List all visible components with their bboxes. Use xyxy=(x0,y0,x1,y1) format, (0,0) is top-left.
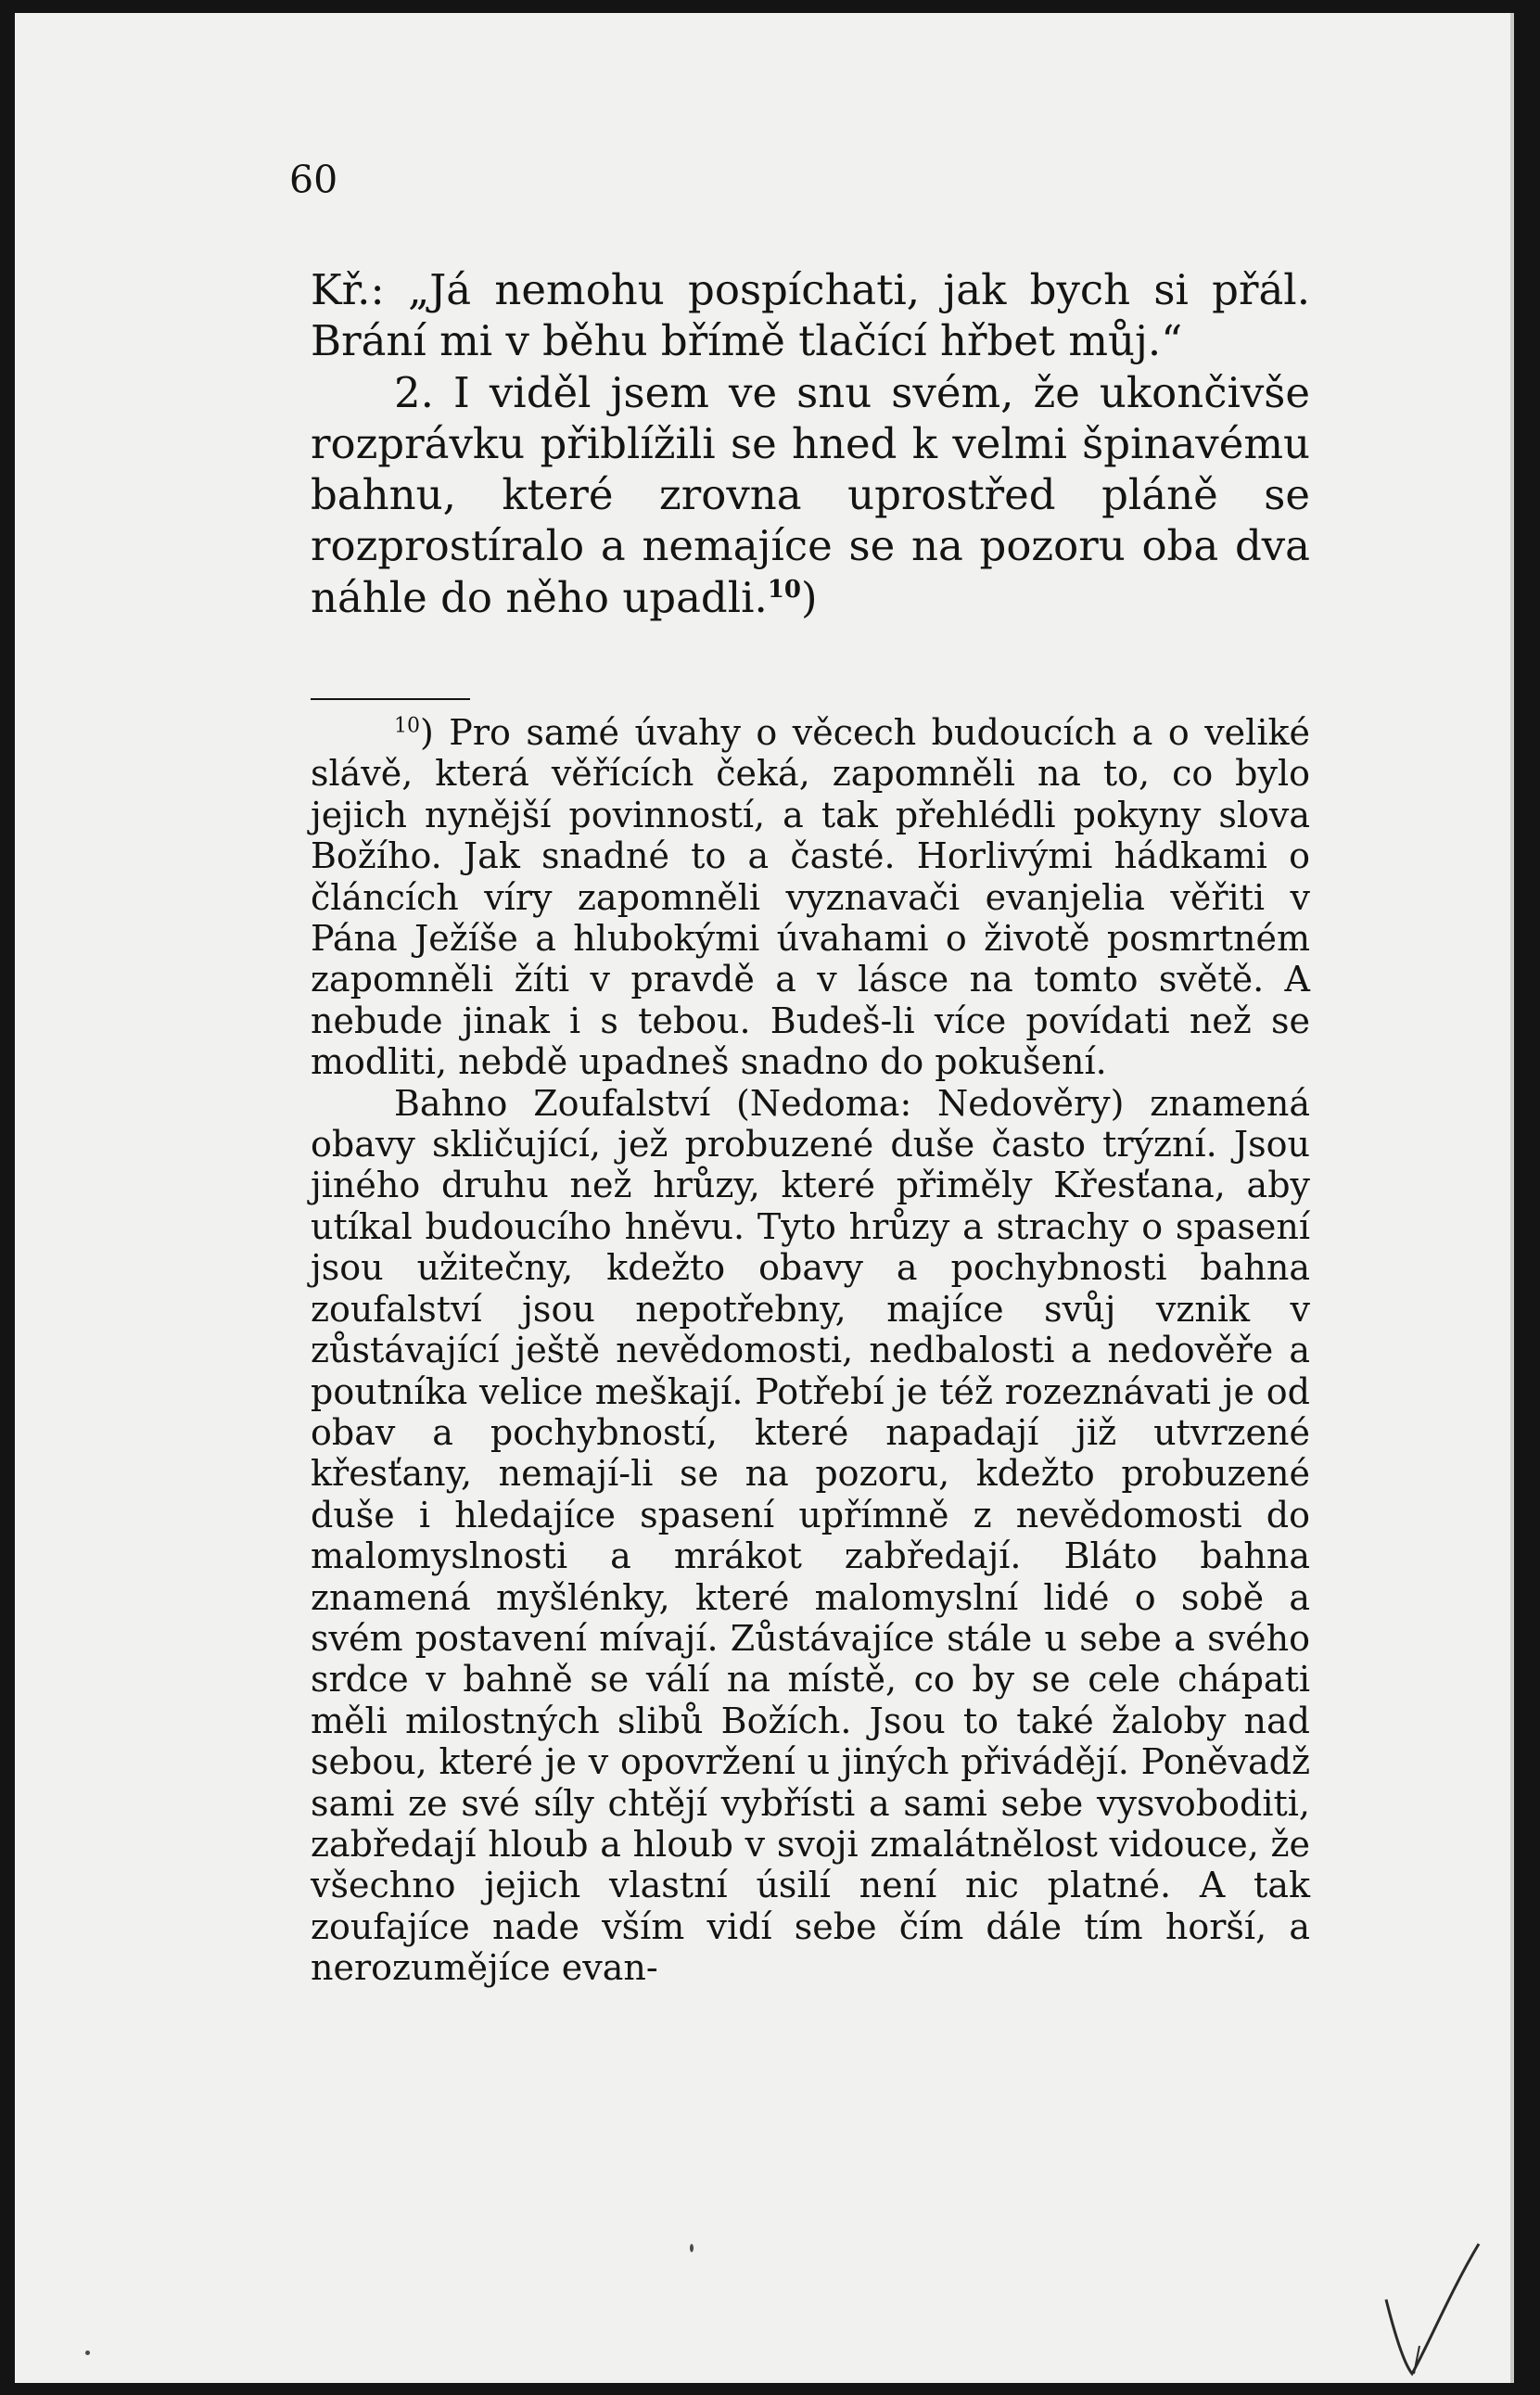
footnote-marker: 10 xyxy=(394,714,420,738)
paragraph-speech: Kř.: „Já nemohu pospíchati, jak bych si přál. Brání mi v běhu břímě tlačící hřbet můj.“ xyxy=(311,265,1310,366)
page-number: 60 xyxy=(289,158,338,202)
pencil-mark xyxy=(1377,2235,1488,2383)
footnote-reference-paren: ) xyxy=(801,572,818,622)
footnote-paragraph xyxy=(311,712,1310,1083)
footnote-paragraph-commentary: Bahno Zoufalství (Nedoma: Nedověry) znamená obavy skličující, jež probuzené duše často trýzní. Jsou jiného druhu než hrůzy, které přiměly Křesťana, aby utíkal budoucího hněvu. Tyto hrůzy a strachy o spasení jsou užitečny, kdežto obavy a pochybnosti bahna zoufalství jsou nepotřebny, majíce svůj vznik v zůstávající ještě nevědomosti, nedbalosti a nedověře a poutníka velice meškají. Potřebí je též rozeznávati je od obav a pochybností, které napadají již utvrzené křesťany, nemají-li se na pozoru, kdežto probuzené duše i hledajíce spasení upřímně z nevědomosti do malomyslnosti a mrákot zabředají. Bláto bahna znamená myšlénky, které malomyslní lidé o sobě a svém postavení mívají. Zůstávajíce stále u sebe a svého srdce v bahně se válí na místě, co by se cele chápati měli milostných slibů Božích. Jsou to také žaloby nad sebou, které je v opovržení u jiných přivádějí. Poněvadž sami ze své síly chtějí vybřísti a sami sebe vysvoboditi, zabředají hloub a hloub v svoji zmalátnělost vidouce, že všechno jejich vlastní úsilí není nic platné. A tak zoufajíce nade vším vidí sebe čím dále tím horší, a nerozumějíce evan- xyxy=(311,1082,1310,1989)
footnote-marker-paren: ) xyxy=(420,712,434,753)
footnote xyxy=(311,712,1310,1989)
paper-speck xyxy=(690,2244,694,2252)
footnote-separator xyxy=(311,698,470,700)
paragraph-text: 2. I viděl jsem ve snu svém, že ukončivše rozprávku přiblížili se hned k velmi špinavému bahnu, které zrovna uprostřed pláně se rozprostíralo a nemajíce se na pozoru oba dva náhle do něho upadli. xyxy=(311,367,1310,622)
paper-speck xyxy=(85,2350,90,2355)
paragraph-numbered xyxy=(311,367,1310,623)
footnote-reference: 10 xyxy=(767,575,802,604)
main-text xyxy=(311,264,1310,623)
footnote-text: Pro samé úvahy o věcech budoucích a o veliké slávě, která věřících čeká, zapomněli na to, co bylo jejich nynější povinností, a tak přehlédli pokyny slova Božího. Jak snadné to a časté. Horlivými hádkami o článcích víry zapomněli vyznavači evanjelia věřiti v Pána Ježíše a hlubokými úvahami o životě posmrtném zapomněli žíti v pravdě a v lásce na tomto světě. A nebude jinak i s tebou. Budeš-li více povídati než se modliti, nebdě upadneš snadno do pokušení. xyxy=(311,712,1310,1083)
